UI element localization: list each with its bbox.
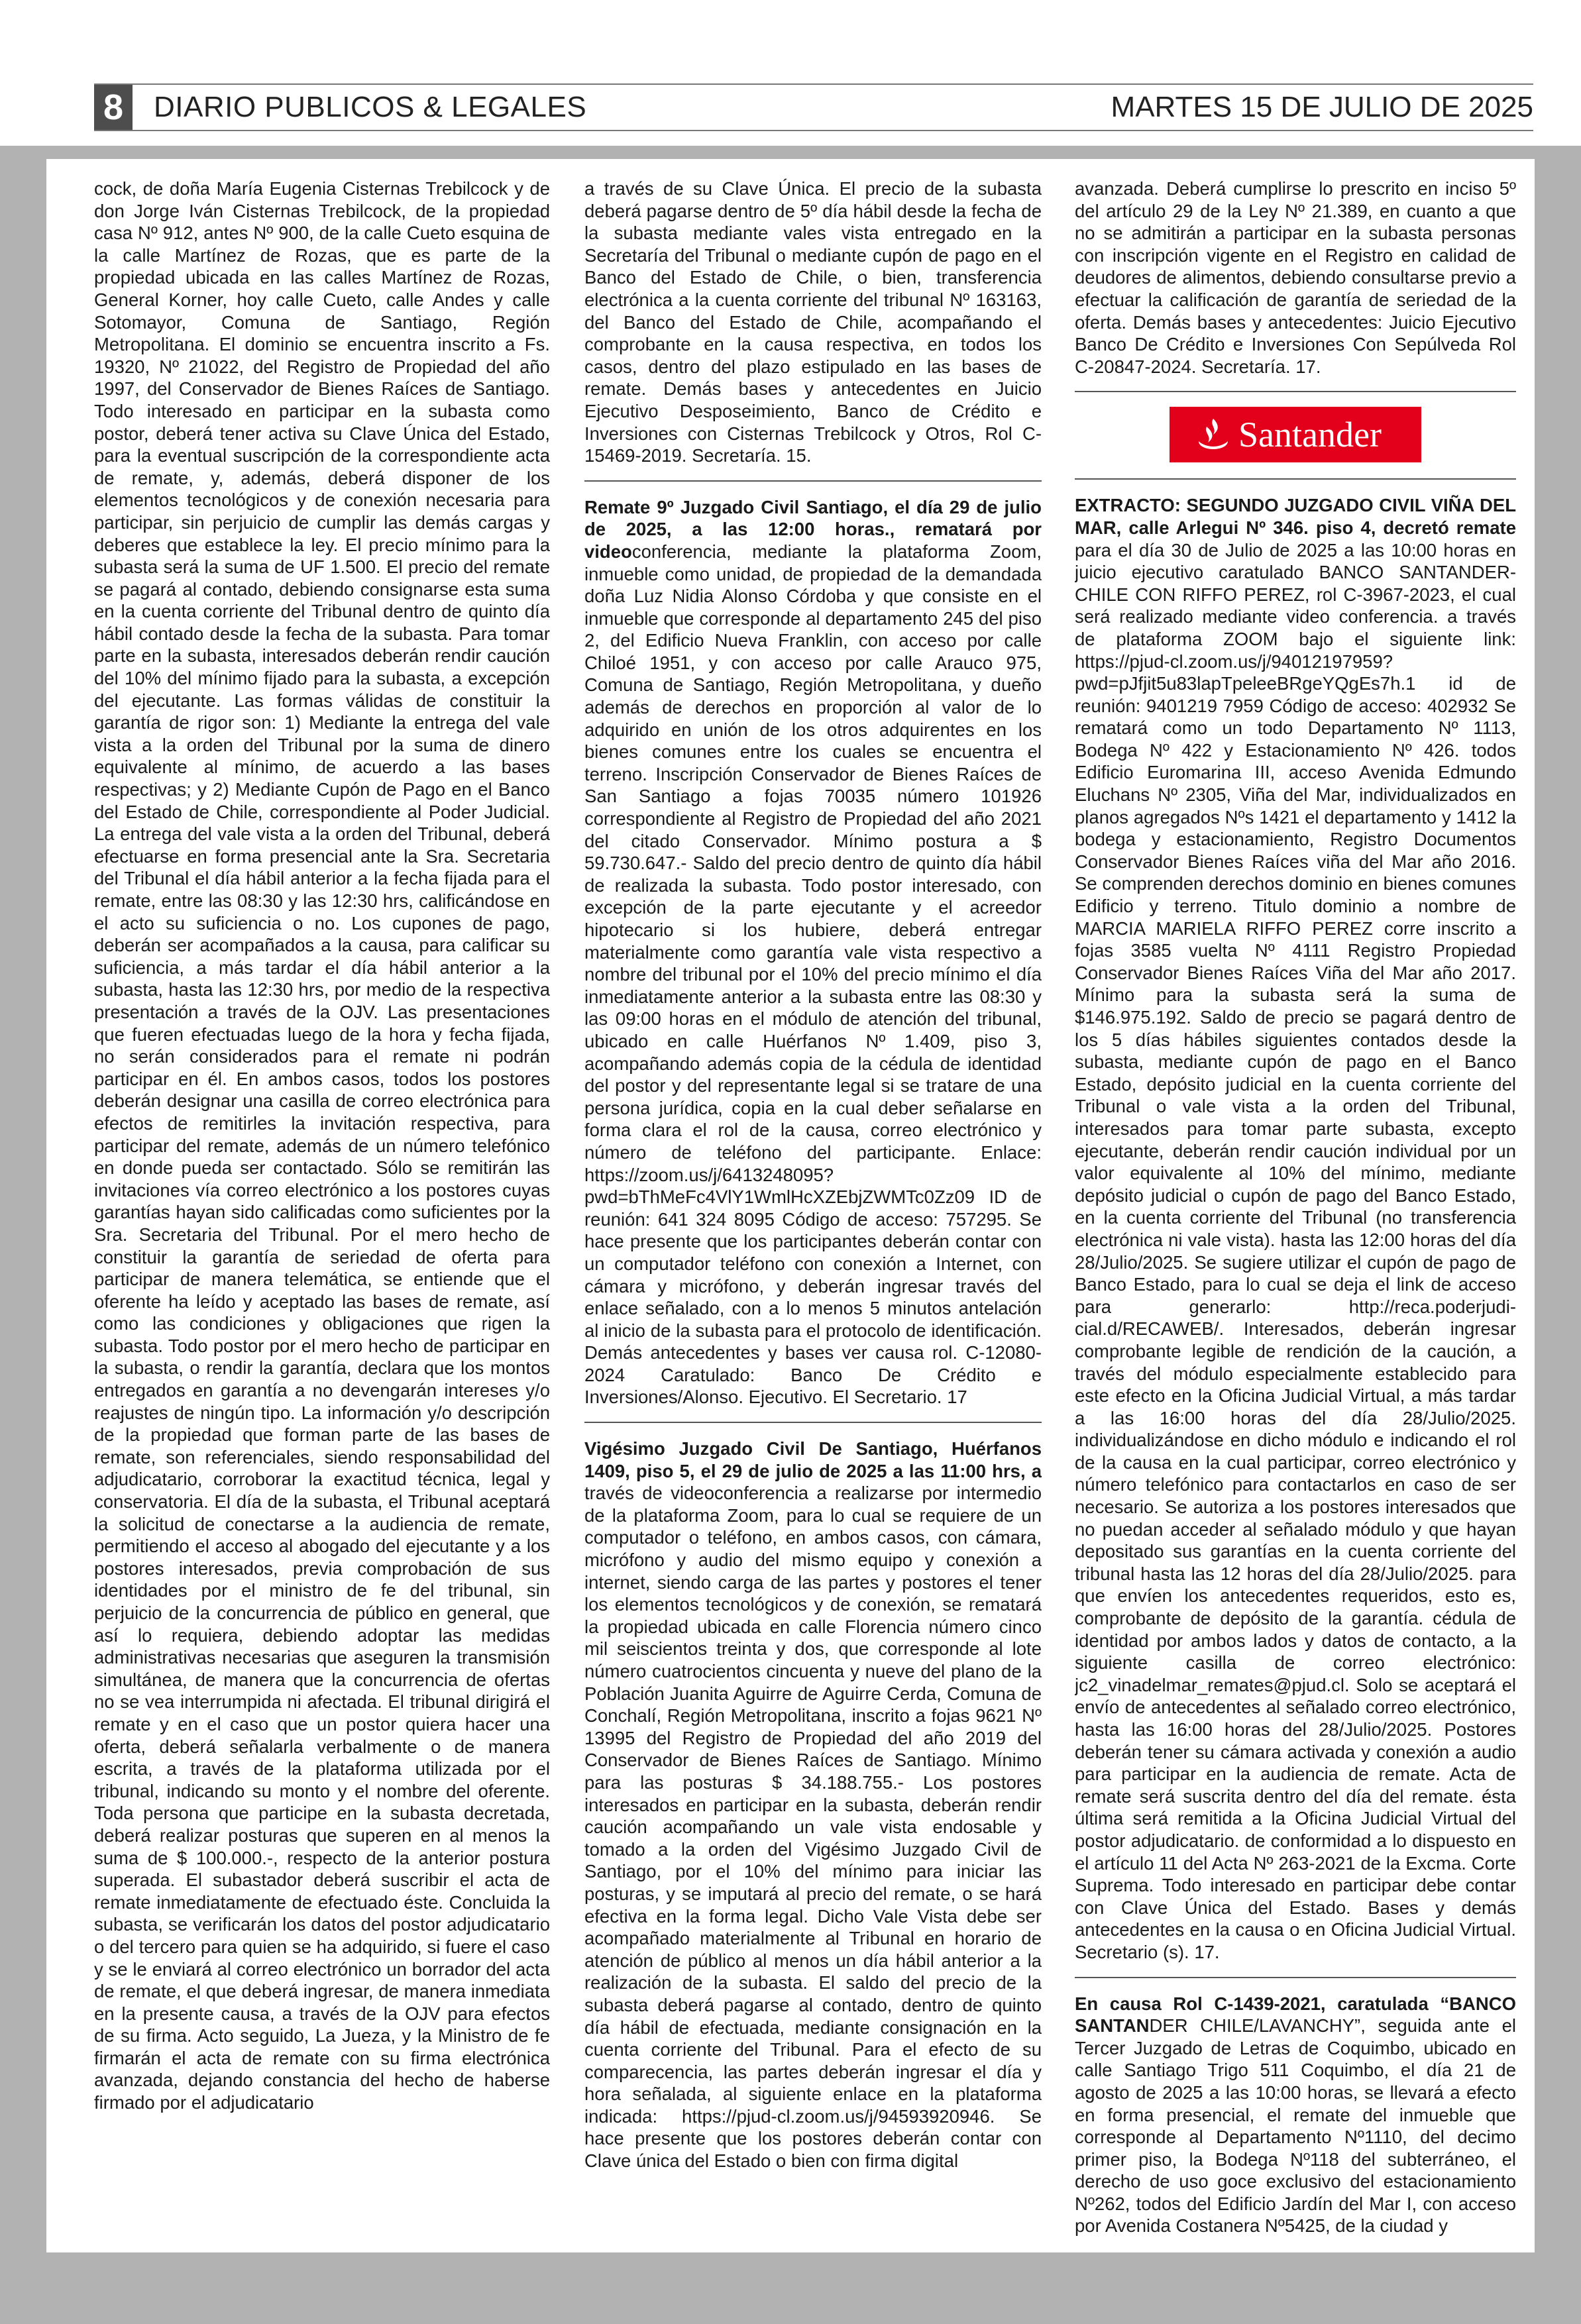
notice-body: para el día 30 de Julio de 2025 a las 10:00 horas en juicio ejecutivo caratulado BANCO SANTANDER-CHILE CON RIFFO PEREZ, rol C-3967-2023, el cual será realizado mediante video conferencia. a través de plataforma ZOOM bajo el siguiente link: https://pjud-cl.zoom.us/j/94012197959?pwd=pJfjit5u83lapTpeleeBRgeYQgEs7h.1 id de reunión: 9401219 7959 Código de acceso: 402932 Se rematará como un todo Departamento Nº 1113, Bodega Nº 422 y Estacionamiento Nº 426. todos Edificio Euromarina III, acceso Avenida Edmundo Eluchans Nº 2305, Viña del Mar, individualizados en planos agregados Nºs 1421 el departamento y 1412 la bodega y estacionamiento, Registro Documentos Conservador Bienes Raíces viña del Mar año 2016. Se comprenden derechos dominio en bienes comunes Edificio y terreno. Titulo dominio a nombre de MARCIA MARIELA RIFFO PEREZ corre inscrito a fojas 3585 vuelta Nº 4111 Registro Propiedad Conservador Bienes Raíces Viña del Mar año 2017. Mínimo para la subasta será la suma de $146.975.192. Saldo de precio se pagará dentro de los 5 días hábiles siguientes contados desde la subasta, mediante cupón de pago en el Banco Estado, depósito judicial en la cuenta corriente del Tribunal o vale vista a la orden del Tribunal, interesados para tomar parte subasta, excepto ejecutante, deberán rendir caución individual por un valor equivalente al 10% del mínimo, mediante depósito judicial o cupón de pago del Banco Estado, en la cuenta corriente del Tribunal (no transferencia electrónica ni vale vista). hasta las 12:00 horas del día 28/Julio/2025. Se sugiere utilizar el cupón de pago de Banco Estado, para lo cual se deja el link de acceso para generarlo: http://reca.poderjudi-cial.d/RECAWEB/. Interesados, deberán ingresar comprobante legible de rendición de la caución, a través del módulo especialmente establecido para este efecto en la Oficina Judicial Virtual, a más tardar a las 16:00 horas del día 28/Julio/2025. individualizándose en dicho módulo e indicando el rol de la causa en la cual participar, correo electrónico y número telefónico para contactarlos en caso de ser necesario. Se autoriza a los postores interesados que no puedan acceder al señalado módulo y que hayan depositado sus garantías en la cuenta corriente del tribunal hasta las 12 horas del día 28/Julio/2025. para que envíen los antecedentes requeridos, esto es, comprobante de depósito de la garantía. cédula de identidad por ambos lados y datos de contacto, a la siguiente casilla de correo electrónico: jc2_vinadelmar_remates@pjud.cl. Solo se aceptará el envío de antecedentes al señalado correo electrónico, hasta las 16:00 horas del 28/Julio/2025. Postores deberán tener su cámara activada y conexión a audio para participar en la audiencia de remate. Acta de remate será suscrita dentro del día del remate. ésta última será remitida a la Oficina Judicial Virtual del postor adjudicatario. de conformidad a lo dispuesto en el artículo 11 del Acta Nº 263-2021 de la Excma. Corte Suprema. Todo interesado en participar debe contar con Clave Única del Estado. Bases y demás antecedentes en la causa o en Oficina Judicial Virtual. Secretario (s). 17. bbox=[1075, 539, 1516, 1962]
notice-body: conferencia, mediante la plataforma Zoom, inmueble como unidad, de propiedad de la demandada doña Luz Nidia Alonso Córdoba y que consiste en el inmueble que corresponde al departamento 245 del piso 2, del Edificio Nueva Franklin, con acceso por calle Chiloé 1951, y con acceso por calle Arauco 975, Comuna de Santiago, Región Metropolitana, y dueño además de derechos en proporción al valor de lo adquirido en unión de los otros adquirentes en los bienes comunes entre los cuales se encuentra el terreno. Inscripción Conservador de Bienes Raíces de San Santiago a fojas 70035 número 101926 correspondiente al Registro de Propiedad del año 2021 del citado Conservador. Mínimo postura a $ 59.730.647.- Saldo del precio dentro de quinto día hábil de realizada la subasta. Todo postor interesado, con excepción de la parte ejecutante y el acreedor hipotecario si los hubiere, deberá entregar materialmente como garantía vale vista respectivo a nombre del tribunal por el 10% del precio mínimo el día inmediatamente anterior a la subasta entre las 08:30 y las 09:00 horas en el módulo de atención del tribunal, ubicado en calle Huérfanos Nº 1.409, piso 3, acompañando además copia de la cédula de identidad del postor y del representante legal si se tratare de una persona jurídica, copia en la cual deber señalarse en forma clara el rol de la causa, correo electrónico y número de teléfono del participante. Enlace: https://zoom.us/j/6413248095?pwd=bThMeFc4VlY1WmlHcXZEbjZWMTc0Zz09 ID de reunión: 641 324 8095 Código de acceso: 757295. Se hace presente que los participantes deberán contar con un computador teléfono con conexión a Internet, con cámara y micrófono, y deberán ingresar través del enlace señalado, con a lo menos 5 minutos antelación al inicio de la subasta para el protocolo de identificación. Demás antecedentes y bases ver causa rol. C-12080-2024 Caratulado: Banco De Crédito e Inversiones/Alonso. Ejecutivo. El Secretario. 17 bbox=[584, 541, 1042, 1408]
column-1 bbox=[94, 178, 550, 2238]
notice-remate-9-juzgado bbox=[584, 496, 1042, 1408]
notice-continued: avanzada. Deberá cumplirse lo prescrito en inciso 5º del artículo 29 de la Ley Nº 21.389, en cuanto a que no se admitirán a participar en la subasta personas con inscripción vigente en el Registro en calidad de deudores de alimentos, debiendo consultarse previo a efectuar la calificación de garantía de seriedad de la oferta. Demás bases y antecedentes: Juicio Ejecutivo Banco De Crédito e Inversiones Con Sepúlveda Rol C-20847-2024. Secretaría. 17. bbox=[1075, 178, 1516, 377]
page-content bbox=[46, 159, 1535, 2252]
santander-flame-icon bbox=[1195, 416, 1232, 453]
notice-heading: En causa Rol C-1439-2021, caratulada “BANCO SANTAN bbox=[1075, 1993, 1516, 2036]
page-header bbox=[0, 0, 1581, 146]
page-number: 8 bbox=[94, 85, 133, 130]
notice-heading: Vigésimo Juzgado Civil De Santiago, Huérfanos 1409, piso 5, el 29 de julio de 2025 a las 11:00 hrs, a bbox=[584, 1438, 1042, 1481]
notice-separator bbox=[1075, 391, 1516, 392]
column-2 bbox=[584, 178, 1042, 2238]
notice-continued: a través de su Clave Única. El precio de la subasta deberá pagarse dentro de 5º día hábil desde la fecha de la subasta mediante vales vista entregado en la Secretaría del Tribunal o mediante cupón de pago en el Banco del Estado de Chile, o bien, transferencia electrónica a la cuenta corriente del tribunal Nº 163163, del Banco del Estado de Chile, acompañando el comprobante en la causa respectiva, en todos los casos, dentro del plazo estipulado en las bases de remate. Demás bases y antecedentes en Juicio Ejecutivo Desposeimiento, Banco de Crédito e Inversiones con Cisternas Trebilcock y Otros, Rol C-15469-2019. Secretaría. 15. bbox=[584, 178, 1042, 466]
notice-body: través de videoconferencia a realizarse por intermedio de la plataforma Zoom, para lo cual se requiere de un computador o teléfono, en ambos casos, con cámara, micrófono y audio del mismo equipo y conexión a internet, siendo carga de las partes y postores el tener los elementos tecnológicos y de conexión, se rematará la propiedad ubicada en calle Florencia número cinco mil seiscientos treinta y dos, que corresponde al lote número cuatrocientos cincuenta y nueve del plano de la Población Juanita Aguirre de Aguirre Cerda, Comuna de Conchalí, Región Metropolitana, inscrito a fojas 9621 Nº 13995 del Registro de Propiedad del año 2019 del Conservador de Bienes Raíces de Santiago. Mínimo para las posturas $ 34.188.755.- Los postores interesados en participar en la subasta, deberán rendir caución acompañando un vale vista endosable y tomado a la orden del Vigésimo Juzgado Civil de Santiago, por el 10% del mínimo para iniciar las posturas, y se imputará al precio del remate, o se hará efectiva en la forma legal. Dicho Vale Vista debe ser acompañado materialmente al Tribunal en horario de atención de público al menos un día hábil anterior a la realización de la subasta. El saldo del precio de la subasta deberá pagarse al contado, dentro de quinto día hábil de efectuada, mediante consignación en la cuenta corriente del Tribunal. Para el efecto de su comparecencia, las partes deberán ingresar el día y hora señalada, al siguiente enlace en la plataforma indicada: https://pjud-cl.zoom.us/j/94593920946. Se hace presente que los postores deberán contar con Clave única del Estado o bien con firma digital bbox=[584, 1483, 1042, 2172]
header-rule-top bbox=[94, 83, 1533, 85]
notice-body: DER CHILE/LAVANCHY”, seguida ante el Tercer Juzgado de Letras de Coquimbo, ubicado en calle Santiago Trigo 511 Coquimbo, el día 21 de agosto de 2025 a las 10:00 horas, se llevará a efecto en forma presencial, el remate del inmueble que corresponde al Departamento Nº1110, del decimo primer piso, la Bodega Nº118 del subterráneo, el derecho de uso goce exclusivo del estacionamiento Nº262, todos del Edificio Jardín del Mar I, con acceso por Avenida Costanera Nº5425, de la ciudad y bbox=[1075, 2015, 1516, 2237]
notice-heading: EXTRACTO: SEGUNDO JUZGADO CIVIL VIÑA DEL MAR, calle Arlegui Nº 346. piso 4, decretó remate bbox=[1075, 495, 1516, 538]
header-rule-bottom bbox=[94, 130, 1533, 131]
notice-separator bbox=[584, 1422, 1042, 1423]
logo-wordmark: Santander bbox=[1238, 415, 1382, 455]
notice-continued: cock, de doña María Eugenia Cisternas Trebilcock y de don Jorge Iván Cisternas Trebilcock, de la propiedad casa Nº 912, antes Nº 900, de la calle Cueto esquina de la calle Martínez de Rozas, que es parte de la propiedad ubicada en las calles Martínez de Rozas, General Korner, hoy calle Cueto, calle Andes y calle Sotomayor, Comuna de Santiago, Región Metropolitana. El dominio se encuentra inscrito a Fs. 19320, Nº 21022, del Registro de Propiedad del año 1997, del Conservador de Bienes Raíces de Santiago. Todo interesado en participar en la subasta como postor, deberá tener activa su Clave Única del Estado, para la eventual suscripción de la correspondiente acta de remate, y, además, deberá disponer de los elementos tecnológicos y de conexión necesaria para participar, sin perjuicio de cumplir las demás cargas y deberes que establece la ley. El precio mínimo para la subasta será la suma de UF 1.500. El precio del remate se pagará al contado, debiendo consignarse esta suma en la cuenta corriente del Tribunal dentro de quinto día hábil contado desde la fecha de la subasta. Para tomar parte en la subasta, interesados deberán rendir caución del 10% del mínimo fijado para la subasta, a excepción del ejecutante. Las formas válidas de constituir la garantía de rigor son: 1) Mediante la entrega del vale vista a la orden del Tribunal por la suma de dinero equivalente al mínimo, de acuerdo a las bases respectivas; y 2) Mediante Cupón de Pago en el Banco del Estado de Chile, correspondiente al Poder Judicial. La entrega del vale vista a la orden del Tribunal, deberá efectuarse en forma presencial ante la Sra. Secretaria del Tribunal el día hábil anterior a la fecha fijada para el remate, entre las 08:30 y las 12:30 hrs, calificándose en el acto su suficiencia o no. Los cupones de pago, deberán ser acompañados a la causa, para calificar su suficiencia, a más tardar el día hábil anterior a la subasta, hasta las 12:30 hrs, por medio de la respectiva presentación a través de la OJV. Las presentaciones que fueren efectuadas luego de la hora y fecha fijada, no serán considerados para el remate ni podrán participar en él. En ambos casos, todos los postores deberán designar una casilla de correo electrónica para efectos de remitirles la invitación respectiva, para participar del remate, además de un número telefónico en donde pueda ser contactado. Sólo se remitirán las invitaciones vía correo electrónico a los postores cuyas garantías hayan sido calificadas como suficientes por la Sra. Secretaria del Tribunal. Por el mero hecho de constituir la garantía de seriedad de oferta para participar de manera telemática, se entiende que el oferente ha leído y aceptado las bases de remate, así como las condiciones y obligaciones que rigen la subasta. Todo postor por el mero hecho de participar en la subasta, o rendir la garantía, declara que los montos entregados en garantía a no devengarán intereses y/o reajustes de ningún tipo. La información y/o descripción de la propiedad que forman parte de las bases de remate, son referenciales, siendo responsabilidad del adjudicatario, corroborar la exactitud técnica, legal y conservatoria. El día de la subasta, el Tribunal aceptará la solicitud de conectarse a la audiencia de remate, permitiendo el acceso al abogado del ejecutante y a los postores interesados, previa comprobación de sus identidades por el ministro de fe del tribunal, sin perjuicio de la concurrencia de público en general, que así lo requiera, debiendo adoptar las medidas administrativas necesarias que aseguren la transmisión simultánea, de manera que la concurrencia de ofertas no se vea interrumpida ni afectada. El tribunal dirigirá el remate y en el caso que un postor quiera hacer una oferta, deberá señalarla verbalmente o de manera escrita, a través de la plataforma utilizada por el tribunal, indicando su monto y el nombre del oferente. Toda persona que participe en la subasta decretada, deberá realizar posturas que superen en al menos la suma de $ 100.000.-, respecto de la anterior postura superada. El subastador deberá suscribir el acta de remate inmediatamente de efectuado éste. Concluida la subasta, se verificarán los datos del postor adjudicatario o del tercero para quien se ha adquirido, si fuere el caso y se le enviará al correo electrónico un borrador del acta de remate, el que deberá ingresar, de manera inmediata en la presente causa, a través de la OJV para efectos de su firma. Acto seguido, La Jueza, y la Ministro de fe firmarán el acta de remate con su firma electrónica avanzada, dejando constancia del hecho de haberse firmado por el adjudicatario bbox=[94, 178, 550, 2113]
newspaper-title: DIARIO PUBLICOS & LEGALES bbox=[154, 91, 587, 123]
notice-vigesimo-juzgado bbox=[584, 1438, 1042, 2172]
notice-separator bbox=[1075, 1977, 1516, 1978]
notice-separator bbox=[584, 480, 1042, 482]
notice-segundo-juzgado-vina bbox=[1075, 494, 1516, 1963]
notice-tercer-juzgado-coquimbo bbox=[1075, 1993, 1516, 2238]
notice-heading: Remate 9º Juzgado Civil Santiago, el día 29 de julio de 2025, a las 12:00 horas., rematará por video bbox=[584, 496, 1042, 562]
column-3 bbox=[1075, 178, 1516, 2238]
notice-separator bbox=[1075, 478, 1516, 480]
issue-date: MARTES 15 DE JULIO DE 2025 bbox=[1111, 91, 1533, 123]
santander-logo bbox=[1170, 407, 1421, 462]
